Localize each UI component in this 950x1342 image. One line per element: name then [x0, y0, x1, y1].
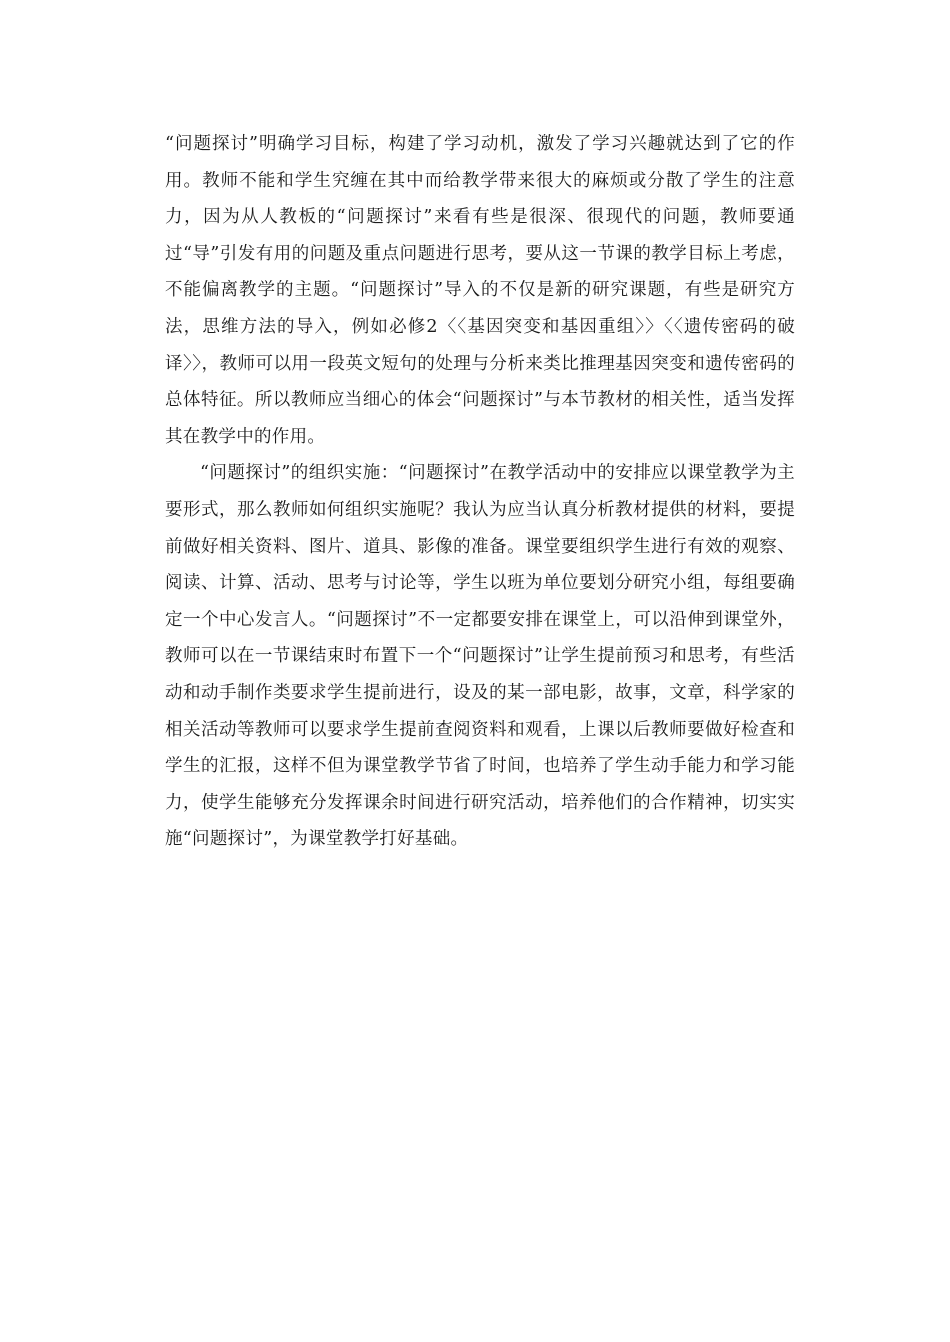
document-body: [165, 126, 795, 858]
paragraph-problem-discussion-implementation: “问题探讨”的组织实施：“问题探讨”在教学活动中的安排应以课堂教学为主要形式，那么教师如何组织实施呢？我认为应当认真分析教材提供的材料，要提前做好相关资料、图片、道具、影像的准备。课堂要组织学生进行有效的观察、阅读、计算、活动、思考与讨论等，学生以班为单位要划分研究小组，每组要确定一个中心发言人。“问题探讨”不一定都要安排在课堂上，可以沿伸到课堂外，教师可以在一节课结束时布置下一个“问题探讨”让学生提前预习和思考，有些活动和动手制作类要求学生提前进行，设及的某一部电影，故事，文章，科学家的相关活动等教师可以要求学生提前查阅资料和观看，上课以后教师要做好检查和学生的汇报，这样不但为课堂教学节省了时间，也培养了学生动手能力和学习能力，使学生能够充分发挥课余时间进行研究活动，培养他们的合作精神，切实实施“问题探讨”，为课堂教学打好基础。: [165, 463, 795, 850]
paragraph-problem-discussion-purpose: “问题探讨”明确学习目标，构建了学习动机，激发了学习兴趣就达到了它的作用。教师不能和学生究缠在其中而给教学带来很大的麻烦或分散了学生的注意力，因为从人教板的“问题探讨”来看有些是很深、很现代的问题，教师要通过“导”引发有用的问题及重点问题进行思考，要从这一节课的教学目标上考虑，不能偏离教学的主题。“问题探讨”导入的不仅是新的研究课题，有些是研究方法，思维方法的导入，例如必修2〈〈基因突变和基因重组〉〉〈〈遗传密码的破译〉〉，教师可以用一段英文短句的处理与分析来类比推理基因突变和遗传密码的总体特征。所以教师应当细心的体会“问题探讨”与本节教材的相关性，适当发挥其在教学中的作用。: [165, 134, 795, 447]
